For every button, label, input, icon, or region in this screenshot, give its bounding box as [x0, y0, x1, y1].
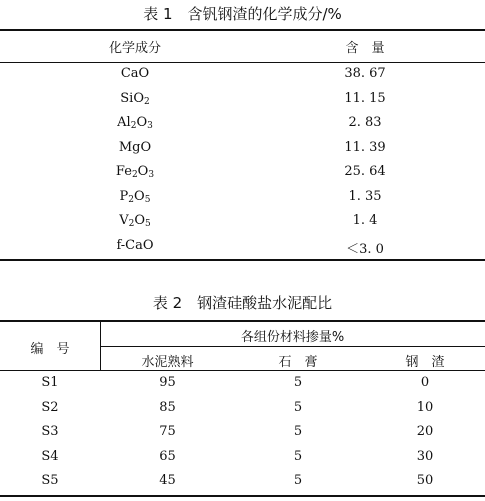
- table1-row-value: 25. 64: [344, 164, 386, 179]
- formula-part: O: [134, 213, 146, 228]
- table2-row-gypsum: 5: [293, 424, 303, 439]
- table2-row-id: S3: [41, 424, 59, 439]
- table1-top-rule: [0, 29, 485, 31]
- table2-subheader-clinker: 水泥熟料: [141, 355, 194, 370]
- table2-row-slag: 20: [416, 424, 434, 439]
- table2-header-rule: [0, 370, 485, 371]
- table1-row-component: [75, 115, 195, 131]
- table1-header-content: 含 量: [345, 41, 385, 56]
- table1-row-value: 1. 4: [352, 213, 378, 228]
- table1-row-component: [75, 238, 195, 253]
- table1-header-rule: [0, 62, 485, 63]
- table2-row-id: S2: [41, 399, 59, 415]
- table2-top-rule: [0, 320, 485, 322]
- table2-row-slag: 0: [420, 375, 430, 390]
- table2-row-clinker: 95: [159, 375, 176, 390]
- formula-part: O: [137, 164, 149, 179]
- table2-row-id: S1: [41, 375, 59, 390]
- table1-row-component: [75, 140, 195, 155]
- table2-row-slag: 10: [416, 399, 434, 415]
- table1-row-component: [75, 91, 195, 107]
- formula-part: MgO: [118, 139, 152, 155]
- table1-row-component: [75, 164, 195, 180]
- formula-part: f-CaO: [116, 237, 154, 253]
- table2-row-gypsum: 5: [293, 448, 303, 464]
- table2-header-group: 各组份材料掺量%: [240, 330, 345, 345]
- table1-row-value: 11. 39: [344, 139, 386, 155]
- formula-part: SiO: [120, 90, 144, 106]
- table2-row-clinker: 85: [159, 399, 176, 415]
- formula-part: O: [136, 115, 148, 130]
- formula-part: V: [119, 213, 129, 228]
- subscript: 5: [144, 194, 151, 205]
- table1-row-value: 38. 67: [344, 66, 386, 81]
- table2-header-id: 编 号: [30, 342, 70, 357]
- subscript: 2: [130, 121, 137, 131]
- subscript: 3: [148, 170, 155, 180]
- table2-row-gypsum: 5: [293, 375, 303, 390]
- table2-row-gypsum: 5: [293, 399, 303, 415]
- subscript: 2: [128, 194, 135, 205]
- table1-row-value: 1. 35: [348, 188, 382, 204]
- table2-subheader-slag: 钢 渣: [405, 355, 445, 370]
- table1-header-component: 化学成分: [108, 41, 161, 56]
- subscript: 2: [144, 96, 150, 107]
- table2-row-clinker: 65: [159, 448, 176, 464]
- table1-row-value: 2. 83: [348, 115, 382, 130]
- table2-row-clinker: 75: [159, 424, 176, 439]
- table2-subheader-gypsum: 石 膏: [278, 355, 318, 370]
- table2-group-rule: [100, 346, 485, 347]
- subscript: 5: [145, 219, 151, 229]
- table2-row-slag: 30: [416, 448, 434, 464]
- subscript: 3: [147, 121, 153, 131]
- table1-row-component: [75, 189, 195, 205]
- table2-row-id: S4: [41, 448, 59, 464]
- table2-caption: 表 2 钢渣硅酸盐水泥配比: [152, 294, 333, 312]
- formula-part: P: [119, 188, 129, 204]
- table2-row-clinker: 45: [159, 473, 176, 488]
- formula-part: Fe: [115, 164, 132, 179]
- subscript: 2: [131, 170, 138, 180]
- table2-bottom-rule: [0, 495, 485, 497]
- formula-part: O: [134, 188, 145, 204]
- table1-bottom-rule: [0, 259, 485, 261]
- table2-row-gypsum: 5: [293, 473, 303, 488]
- table1-caption: 表 1 含钒钢渣的化学成分/%: [143, 5, 342, 23]
- formula-part: Al: [117, 115, 131, 130]
- subscript: 2: [128, 219, 135, 229]
- formula-part: CaO: [120, 66, 150, 81]
- table1-row-value: 11. 15: [344, 90, 386, 106]
- table2-row-slag: 50: [416, 473, 434, 488]
- table1-row-component: [75, 66, 195, 81]
- table1-row-value: ＜3. 0: [346, 241, 384, 257]
- table2-row-id: S5: [41, 473, 59, 488]
- table1-row-component: [75, 213, 195, 229]
